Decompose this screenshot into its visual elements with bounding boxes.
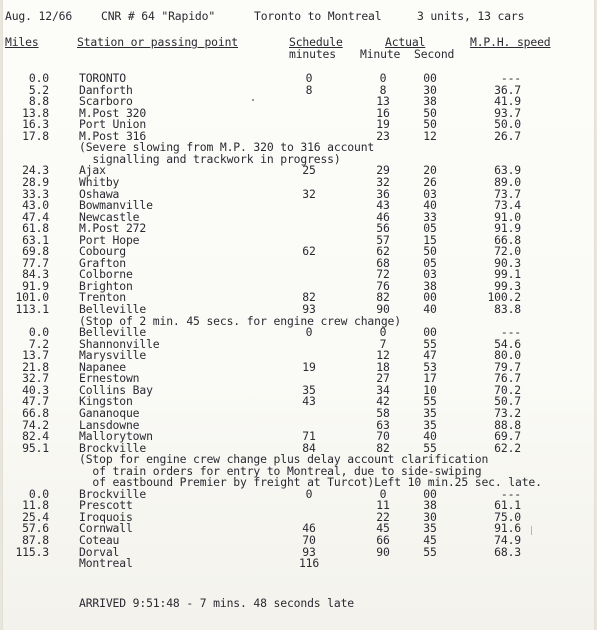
row-schedule: 93 (302, 302, 316, 316)
row-second: 40 (423, 429, 437, 444)
row-miles: 32.7 (22, 371, 49, 386)
row-mph: 99.3 (494, 278, 521, 293)
row-second: 50 (423, 117, 437, 132)
row-second: 38 (423, 278, 437, 293)
row-second: 00 (423, 290, 437, 305)
col-station: Station or passing point (77, 35, 238, 49)
row-mph: 50.0 (494, 117, 521, 132)
row-miles: 91.9 (22, 278, 49, 293)
row-station: Belleville (79, 325, 147, 340)
row-station: Kingston (79, 394, 133, 409)
row-minute: 8 (379, 82, 387, 97)
row-second: 35 (423, 405, 437, 420)
note-line: (Stop of 2 min. 45 secs. for engine crew change) (79, 313, 401, 328)
row-second: 00 (423, 325, 437, 340)
row-minute: 66 (376, 533, 390, 547)
row-mph: 54.6 (494, 336, 521, 351)
row-mph: 66.8 (494, 232, 521, 247)
row-schedule: 8 (305, 82, 313, 97)
row-mph: --- (500, 486, 521, 501)
row-second: 15 (423, 232, 437, 247)
row-mph: 69.7 (494, 429, 521, 444)
note-line: (Stop for engine crew change plus delay account clarification (79, 452, 489, 467)
col-miles: Miles (5, 35, 39, 49)
row-mph: 73.4 (494, 198, 521, 213)
row-second: 53 (423, 359, 437, 374)
row-mph: 73.2 (494, 405, 521, 420)
row-mph: 74.9 (494, 533, 521, 547)
row-miles: 11.8 (22, 498, 49, 513)
row-schedule: 25 (302, 163, 316, 178)
col-minute: Minute (360, 47, 401, 61)
row-schedule: 71 (302, 429, 316, 444)
row-mph: 91.6 (494, 521, 521, 536)
row-mph: 80.0 (494, 348, 521, 363)
row-miles: 25.4 (22, 509, 49, 524)
row-station: Cornwall (79, 521, 133, 536)
row-minute: 70 (376, 429, 390, 444)
row-minute: 0 (379, 325, 387, 340)
row-station: Belleville (79, 302, 147, 316)
row-station: Marysville (79, 348, 147, 363)
row-station: Oshawa (79, 186, 120, 201)
row-second: 03 (423, 186, 437, 201)
row-mph: 75.0 (494, 509, 521, 524)
col-schedule: Schedule (289, 35, 343, 49)
row-mph: 76.7 (494, 371, 521, 386)
row-station: Newcastle (79, 209, 140, 224)
row-station: Shannonville (79, 336, 160, 351)
row-miles: 57.6 (22, 521, 49, 536)
row-station: Cobourg (79, 244, 126, 259)
note-line: (Severe slowing from M.P. 320 to 316 account (79, 140, 375, 155)
row-minute: 11 (376, 498, 390, 513)
arrival-note: ARRIVED 9:51:48 - 7 mins. 48 seconds late (79, 596, 355, 610)
row-miles: 84.3 (22, 267, 49, 282)
col-schedule-sub: minutes (289, 47, 336, 61)
row-second: 50 (423, 244, 437, 259)
row-minute: 63 (376, 417, 390, 432)
row-second: 20 (423, 163, 437, 178)
row-mph: 73.7 (494, 186, 521, 201)
row-minute: 22 (376, 509, 390, 524)
note-line: signalling and trackwork in progress) (79, 151, 341, 166)
row-station: Colborne (79, 267, 133, 282)
col-mph-label: M.P.H. speed (470, 35, 551, 49)
row-minute: 12 (376, 348, 390, 363)
row-minute: 58 (376, 405, 390, 420)
row-second: 47 (423, 348, 437, 363)
row-schedule: 116 (298, 556, 320, 571)
row-mph: 62.2 (494, 440, 521, 455)
row-station: TORONTO (79, 71, 126, 85)
row-mph: 68.3 (494, 544, 521, 559)
row-mph: 93.7 (494, 105, 521, 120)
row-mph: 99.1 (494, 267, 521, 282)
header-route: Toronto to Montreal (254, 9, 382, 23)
row-mph: 26.7 (494, 128, 521, 143)
row-miles: 69.8 (22, 244, 49, 259)
row-schedule: 32 (302, 186, 316, 201)
row-second: 55 (423, 394, 437, 409)
row-miles: 40.3 (22, 382, 49, 397)
row-miles: 115.3 (15, 544, 49, 559)
row-minute: 90 (376, 544, 390, 559)
row-schedule: 46 (302, 521, 316, 536)
row-second: 30 (423, 509, 437, 524)
row-miles: 8.8 (28, 94, 49, 109)
row-miles: 16.3 (22, 117, 49, 132)
col-actual: Actual (385, 35, 426, 49)
row-mph: 61.1 (494, 498, 521, 513)
row-second: 03 (423, 267, 437, 282)
row-station: Grafton (79, 255, 126, 270)
row-second: 55 (423, 544, 437, 559)
row-minute: 0 (379, 71, 387, 85)
row-station: Lansdowne (79, 417, 140, 432)
row-miles: 0.0 (28, 71, 49, 85)
row-minute: 29 (376, 163, 390, 178)
row-minute: 43 (376, 198, 390, 213)
row-minute: 72 (376, 267, 390, 282)
row-second: 55 (423, 440, 437, 455)
row-mph: 91.0 (494, 209, 521, 224)
row-miles: 61.8 (22, 221, 49, 236)
row-miles: 21.8 (22, 359, 49, 374)
row-miles: 43.0 (22, 198, 49, 213)
col-second: Second (414, 47, 455, 61)
row-miles: 95.1 (22, 440, 49, 455)
row-station: Bowmanville (79, 198, 153, 213)
row-mph: 88.8 (494, 417, 521, 432)
row-schedule: 0 (305, 71, 313, 85)
row-station: Brockville (79, 440, 147, 455)
row-second: 10 (423, 382, 437, 397)
row-second: 00 (423, 71, 437, 85)
row-miles: 7.2 (28, 336, 49, 351)
row-second: 12 (423, 128, 437, 143)
row-minute: 76 (376, 278, 390, 293)
row-second: 45 (423, 533, 437, 547)
row-station: M.Post 320 (79, 105, 147, 120)
row-station: Danforth (79, 82, 133, 97)
row-schedule: 93 (302, 544, 316, 559)
row-mph: 63.9 (494, 163, 521, 178)
row-minute: 82 (376, 440, 390, 455)
row-minute: 57 (376, 232, 390, 247)
header-date: Aug. 12/66 (5, 9, 73, 23)
row-miles: 113.1 (15, 302, 49, 316)
row-station: Dorval (79, 544, 120, 559)
row-second: 40 (423, 302, 437, 316)
row-miles: 66.8 (22, 405, 49, 420)
row-station: M.Post 272 (79, 221, 147, 236)
row-miles: 5.2 (28, 82, 49, 97)
row-schedule: 35 (302, 382, 316, 397)
row-mph: 50.7 (494, 394, 521, 409)
row-mph: 36.7 (494, 82, 521, 97)
row-mph: 100.2 (487, 290, 521, 305)
row-mph: 72.0 (494, 244, 521, 259)
row-station: Napanee (79, 359, 126, 374)
row-minute: 27 (376, 371, 390, 386)
row-miles: 13.7 (22, 348, 49, 363)
row-schedule: 70 (302, 533, 316, 547)
row-miles: 17.8 (22, 128, 49, 143)
row-minute: 42 (376, 394, 390, 409)
note-line: of train orders for entry to Montreal, due to side-swiping (79, 463, 482, 478)
row-minute: 7 (379, 336, 387, 351)
row-station: Scarboro (79, 94, 133, 109)
row-minute: 68 (376, 255, 390, 270)
row-second: 38 (423, 94, 437, 109)
row-miles: 87.8 (22, 533, 49, 547)
row-second: 05 (423, 221, 437, 236)
header-consist: 3 units, 13 cars (417, 9, 525, 23)
row-station: Mallorytown (79, 429, 153, 444)
row-schedule: 0 (305, 325, 313, 340)
row-station: Port Hope (79, 232, 140, 247)
note-line: of eastbound Premier by freight at Turcot)Left 10 min.25 sec. late. (79, 475, 542, 490)
row-minute: 0 (379, 486, 387, 501)
row-station: Whitby (79, 174, 120, 189)
row-minute: 82 (376, 290, 390, 305)
row-minute: 13 (376, 94, 390, 109)
col-mph (470, 36, 551, 48)
row-mph: 79.7 (494, 359, 521, 374)
row-second: 30 (423, 82, 437, 97)
row-mph: 83.8 (494, 302, 521, 316)
row-second: 35 (423, 417, 437, 432)
row-minute: 23 (376, 128, 390, 143)
row-miles: 101.0 (15, 290, 49, 305)
typed-sheet (3, 0, 594, 630)
row-mph: 90.3 (494, 255, 521, 270)
row-minute: 45 (376, 521, 390, 536)
row-minute: 19 (376, 117, 390, 132)
row-miles: 24.3 (22, 163, 49, 178)
row-miles: 47.4 (22, 209, 49, 224)
row-minute: 36 (376, 186, 390, 201)
row-mph: --- (500, 71, 521, 85)
row-second: 26 (423, 174, 437, 189)
row-station: Brighton (79, 278, 133, 293)
row-station: Montreal (79, 556, 133, 571)
row-miles: 33.3 (22, 186, 49, 201)
row-mph: 89.0 (494, 174, 521, 189)
row-second: 38 (423, 498, 437, 513)
row-station: Trenton (79, 290, 126, 305)
row-mph: 70.2 (494, 382, 521, 397)
row-second: 05 (423, 255, 437, 270)
row-miles: 28.9 (22, 174, 49, 189)
row-schedule: 43 (302, 394, 316, 409)
row-miles: 47.7 (22, 394, 49, 409)
row-mph: --- (500, 325, 521, 340)
row-second: 40 (423, 198, 437, 213)
row-miles: 82.4 (22, 429, 49, 444)
pencil-mark (531, 526, 532, 535)
row-second: 33 (423, 209, 437, 224)
row-schedule: 62 (302, 244, 316, 259)
row-station: Port Union (79, 117, 147, 132)
row-station: Collins Bay (79, 382, 153, 397)
row-station: Gananoque (79, 405, 140, 420)
row-miles: 74.2 (22, 417, 49, 432)
row-schedule: 19 (302, 359, 316, 374)
row-station: Ernestown (79, 371, 140, 386)
row-mph: 91.9 (494, 221, 521, 236)
row-miles: 77.7 (22, 255, 49, 270)
row-station: Prescott (79, 498, 133, 513)
row-minute: 34 (376, 382, 390, 397)
row-minute: 90 (376, 302, 390, 316)
row-miles: 13.8 (22, 105, 49, 120)
row-schedule: 0 (305, 486, 313, 501)
row-station: M.Post 316 (79, 128, 147, 143)
row-second: 17 (423, 371, 437, 386)
row-miles: 63.1 (22, 232, 49, 247)
row-minute: 56 (376, 221, 390, 236)
row-miles: 0.0 (28, 325, 49, 340)
row-minute: 46 (376, 209, 390, 224)
header-train: CNR # 64 "Rapido" (101, 9, 216, 23)
row-station: Coteau (79, 533, 120, 547)
row-schedule: 84 (302, 440, 316, 455)
row-minute: 18 (376, 359, 390, 374)
row-minute: 16 (376, 105, 390, 120)
row-station: Iroquois (79, 509, 133, 524)
row-second: 35 (423, 521, 437, 536)
row-second: 50 (423, 105, 437, 120)
row-miles: 0.0 (28, 486, 49, 501)
row-station: Ajax (79, 163, 106, 178)
row-mph: 41.9 (494, 94, 521, 109)
row-second: 55 (423, 336, 437, 351)
row-second: 00 (423, 486, 437, 501)
row-station: Brockville (79, 486, 147, 501)
row-schedule: 82 (302, 290, 316, 305)
row-minute: 62 (376, 244, 390, 259)
row-minute: 32 (376, 174, 390, 189)
